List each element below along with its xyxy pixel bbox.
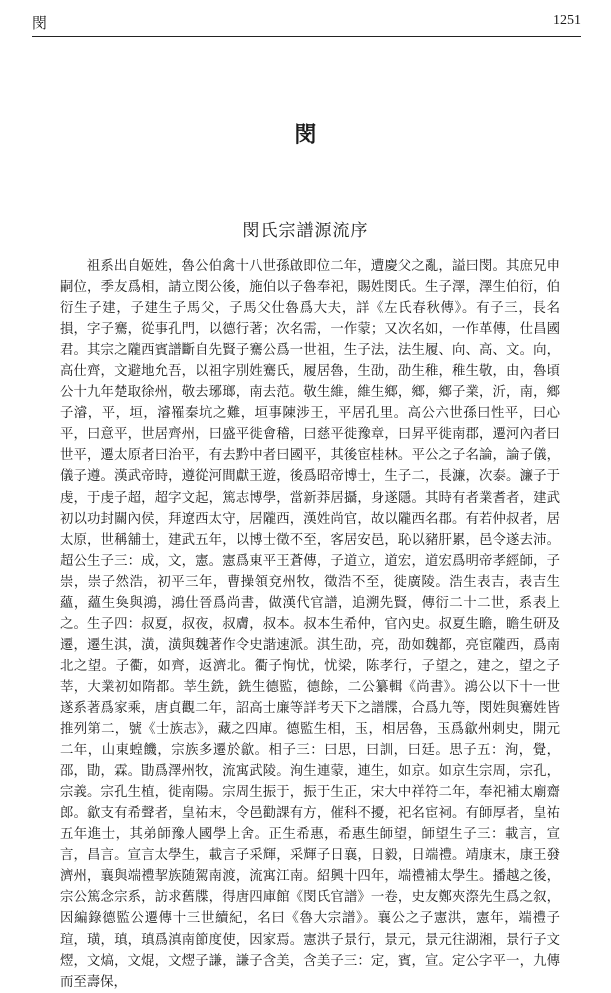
chapter-title: 閔 [294, 123, 317, 148]
running-header [32, 10, 581, 37]
running-header-section: 閔 [32, 14, 49, 32]
body-paragraph: 祖系出自姬姓，魯公伯禽十八世孫啟即位二年，遭慶父之亂，謚曰閔。其庶兄申嗣位，季友爲相，請立閔公後，施伯以子魯奉祀，賜姓閔氏。生子澤，澤生伯衍，伯衍生子建，子建生子馬父，子馬父仕魯爲大夫，詳《左氏春秋傳》。有子三，長名損，字子騫，從事孔門，以德行著；次名需，一作蒙；又次名如，一作革傳，仕昌國君。其宗之隴西賓譜斷自先賢子騫公爲一世祖，生子法，法生履、向、高、文。向，高仕齊，文避地允吾，以祖字別姓騫氏，履居魯，生劭，劭生稚，稚生敬，由，魯頃公十九年楚取徐州，敬去琊瑯，南去范。敬生維，維生鄉，鄉，鄉子業，沂，南，鄉子濬，平，垣，濬罹秦坑之難，垣事陳涉王，平居孔里。高公六世孫曰性平，曰心平，曰意平，世居齊州，曰盛平徙會稽，曰慈平徙豫章，曰昇平徙南郡，遷河內者曰世平，遷太原者曰治平，有去黔中者曰國平，其後宦桂林。平公之子名論，論子儀，儀子遵。漢武帝時，遵從河間獻王遊，後爲昭帝博士，生子二，長濂，次泰。濂子于虔，于虔子超，超字文起，篤志博學，當新莽居攝，身遂隱。其時有者業耆者，建武初以功封關內侯，拜遼西太守，居隴西，漢姓尚官，故以隴西名郡。有若仲叔者，居太原，世稱舖士，建武五年，以博士徵不至，客居安邑，恥以豬肝累，邑令遂去沛。超公生子三：成，文，憲。憲爲東平王蒼傳，子道立，道宏，道宏爲明帝孝經師，子崇，崇子然浩，初平三年，曹操領兗州牧，徵浩不至，徙廣陵。浩生表吉，表吉生蘊，蘊生奐與鴻，鴻仕晉爲尚書，做漢代官譜，追溯先賢，傳衍二十二世，系表上之。生子四：叔夏，叔夜，叔膚，叔本。叔本生希仲，官內史。叔夏生瞻，瞻生研及遷，遷生淇，潢，潢與魏著作令史諧速派。淇生劭，亮，劭如魏都，亮宦隴西，爲南北之望。子衢，如齊，返濟北。衢子恂忧，忧梁，陈孝行，子望之，建之，望之子莘，大業初如隋都。莘生銑，銑生德監，德餘，二公纂輯《尚書》。鴻公以下十一世遂系著爲家乘，唐貞觀二年，詔高士廉等詳考天下之譜牒，合爲九等，閔姓與騫姓皆推列第二，號《士族志》，藏之四庫。德監生相，玉，相居魯，玉爲歙州刺史，開元二年，山東蝗饑，宗族多遷於歙。相子三：曰思，曰訓，曰廷。思子五：洵，覺，邵，勖，霖。勖爲澤州牧，流寓武陵。洵生連蒙，連生，如京。如京生宗周，宗孔，宗義。宗孔生植，徙南陽。宗周生振于，振于生正，宋大中祥符二年，奉祀補太廟齋郎。歙支有希聲者，皇祐末，令邑勸課有方，催科不擾，祀名宦祠。有師厚者，皇祐五年進士，其弟師豫人國學上舍。正生希惠，希惠生師望，師望生子三：載言，宣言，昌言。宣言太學生，載言子采輝，采輝子日襄，日毅，日端禮。靖康末，康王發濟州，襄與端禮挈族随駕南渡，流寓江南。紹興十四年，端禮補太學生。播越之後，宗公篤念宗系，訪求舊牒，得唐四庫館《閔氏官譜》一卷，史友鄭夾漈先生爲之叙，因編錄德監公遷傳十三世續紀，名曰《魯大宗譜》。襄公之子憲洪，憲年，端禮子瑄，璜，瑱，瑱爲滇南節度使，因家焉。憲洪子景行，景元，景元往湖湘，景行子文熤，文熇，文焜，文熤子謙，謙子含美，含美子三：定，賓，宣。定公字平一，九傳而至壽保， [60, 259, 560, 990]
page-number: 1251 [553, 13, 581, 28]
preface-title: 閔氏宗譜源流序 [242, 221, 369, 241]
